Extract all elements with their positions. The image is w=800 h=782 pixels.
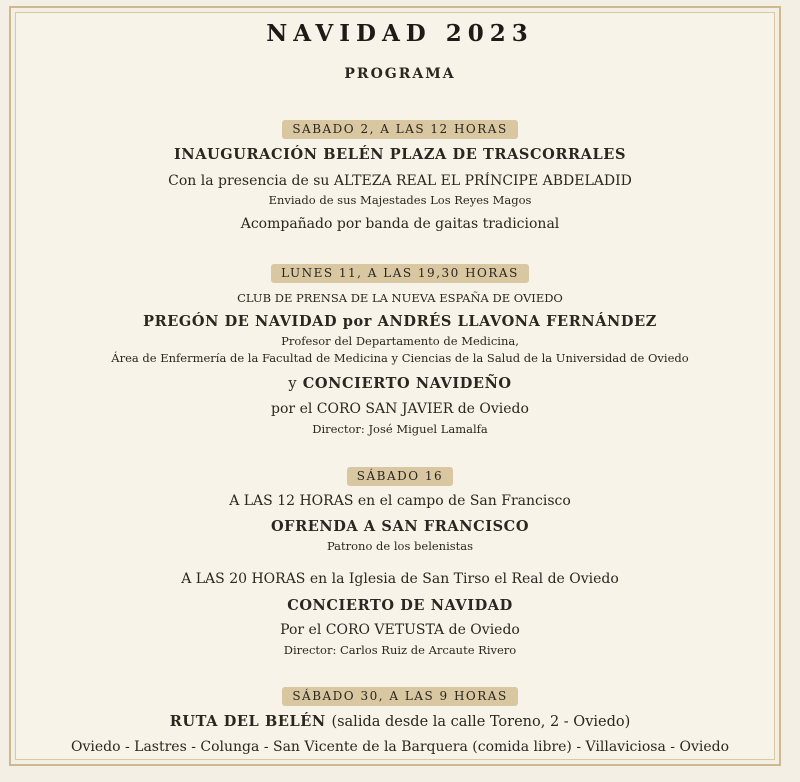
page-title: NAVIDAD 2023 bbox=[266, 20, 534, 47]
section-2-concert-title bbox=[0, 375, 800, 392]
section-2-concert-name: CONCIERTO NAVIDEÑO bbox=[302, 375, 512, 392]
section-2-director: Director: José Miguel Lamalfa bbox=[312, 422, 488, 436]
section-3-choir: Por el CORO VETUSTA de Oviedo bbox=[280, 622, 520, 638]
section-4-departure: (salida desde la calle Toreno, 2 - Oviedo) bbox=[331, 714, 631, 730]
section-3-event-1-title: OFRENDA A SAN FRANCISCO bbox=[270, 518, 530, 535]
section-4-date-badge: SÁBADO 30, A LAS 9 HORAS bbox=[282, 687, 517, 706]
section-3-date-badge: SÁBADO 16 bbox=[347, 467, 453, 486]
section-3-event-2-title: CONCIERTO DE NAVIDAD bbox=[287, 597, 513, 614]
section-2-choir: por el CORO SAN JAVIER de Oviedo bbox=[271, 401, 529, 417]
section-4-event-name: RUTA DEL BELÉN bbox=[169, 713, 326, 730]
section-3-director: Director: Carlos Ruiz de Arcaute Rivero bbox=[283, 643, 517, 657]
section-1-guest-note: Enviado de sus Majestades Los Reyes Magos bbox=[268, 193, 532, 207]
section-3-date-wrap bbox=[0, 465, 800, 486]
section-4-event-title bbox=[0, 713, 800, 730]
section-1-event-title: INAUGURACIÓN BELÉN PLAZA DE TRASCORRALES bbox=[173, 146, 627, 163]
section-2-date-badge: LUNES 11, A LAS 19,30 HORAS bbox=[271, 264, 529, 283]
section-3-event-1-note: Patrono de los belenistas bbox=[326, 539, 474, 553]
section-1-music: Acompañado por banda de gaitas tradicional bbox=[240, 216, 560, 232]
section-2-speaker-dept: Área de Enfermería de la Facultad de Medicina y Ciencias de la Salud de la Universidad de Oviedo bbox=[111, 351, 689, 365]
section-1-date-badge: SABADO 2, A LAS 12 HORAS bbox=[282, 120, 517, 139]
section-1-guest: Con la presencia de su ALTEZA REAL EL PRÍNCIPE ABDELADID bbox=[168, 173, 632, 189]
section-2-date-wrap bbox=[0, 262, 800, 283]
section-3-time-2: A LAS 20 HORAS en la Iglesia de San Tirso el Real de Oviedo bbox=[181, 571, 619, 587]
section-2-speaker-role: Profesor del Departamento de Medicina, bbox=[281, 334, 519, 348]
section-4-date-wrap bbox=[0, 685, 800, 706]
section-3-time-1: A LAS 12 HORAS en el campo de San Francisco bbox=[229, 493, 571, 509]
section-2-connector: y bbox=[288, 376, 298, 392]
section-1-date-wrap bbox=[0, 118, 800, 139]
page-subtitle: PROGRAMA bbox=[344, 66, 456, 82]
section-4-route: Oviedo - Lastres - Colunga - San Vicente de la Barquera (comida libre) - Villaviciosa - Oviedo bbox=[70, 739, 730, 755]
section-2-venue: CLUB DE PRENSA DE LA NUEVA ESPAÑA DE OVIEDO bbox=[237, 291, 563, 305]
section-2-event-title: PREGÓN DE NAVIDAD por ANDRÉS LLAVONA FERNÁNDEZ bbox=[143, 313, 657, 330]
